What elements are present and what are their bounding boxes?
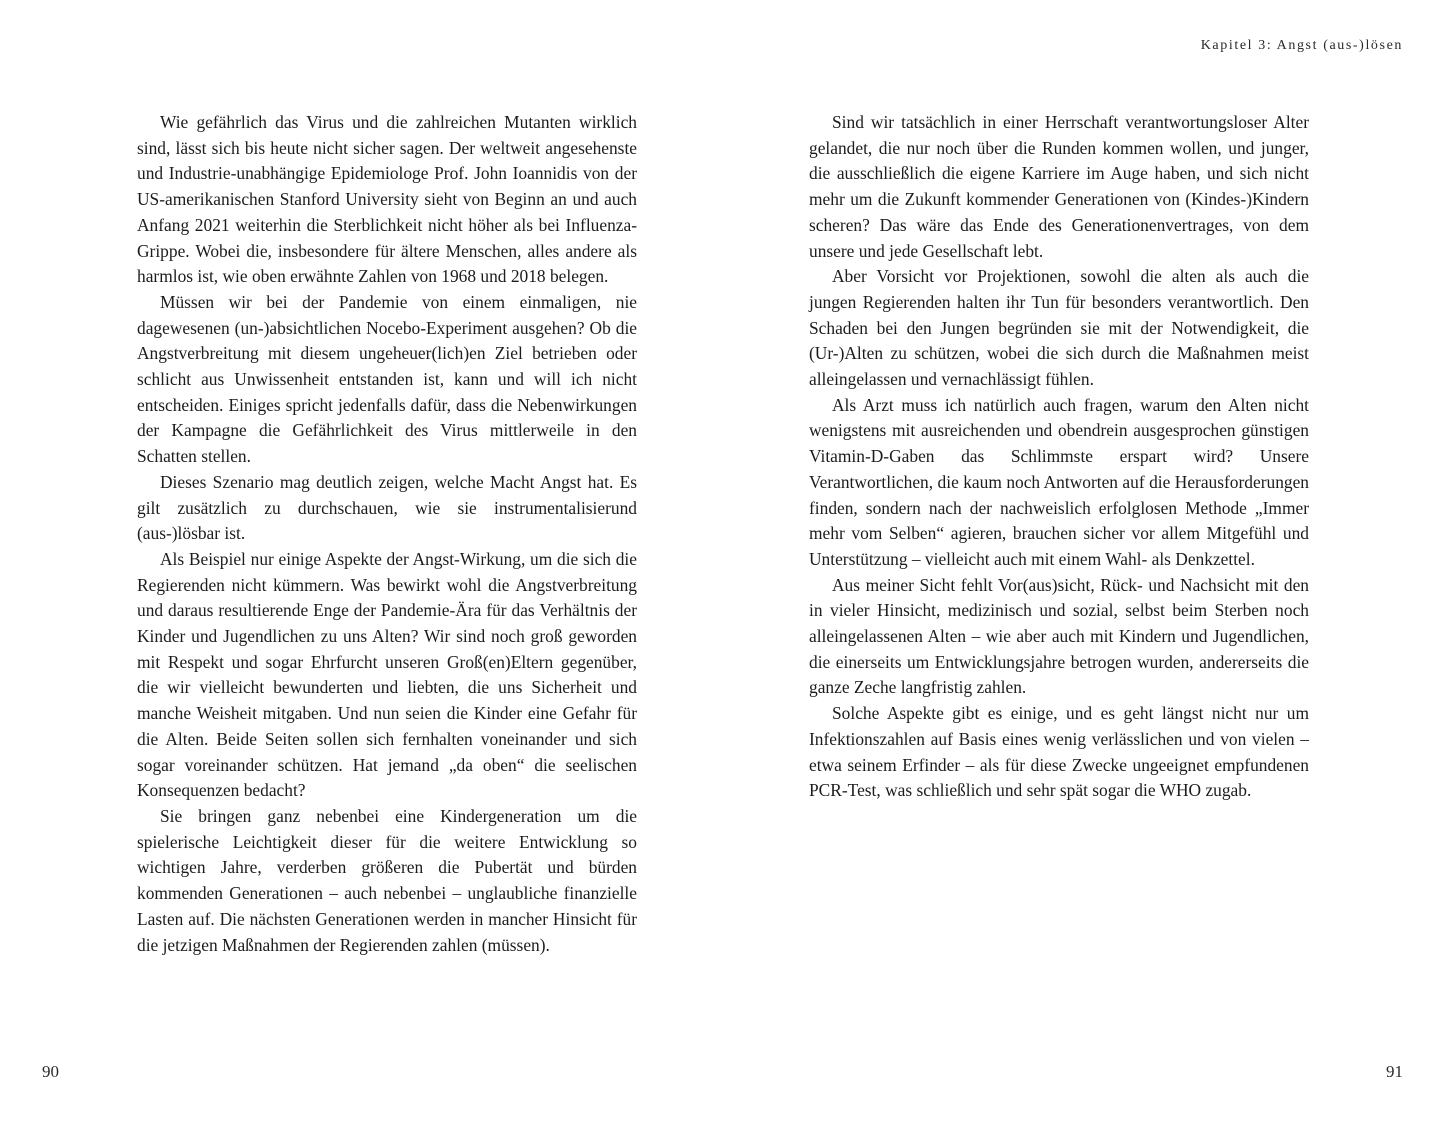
- paragraph: Als Arzt muss ich natürlich auch fragen, warum den Alten nicht wenigstens mit ausreichenden und obendrein ausgesprochen günstigen Vitamin-D-Gaben das Schlimmste erspart wird? Unsere Verantwortlichen, die kaum noch Antworten auf die Herausforderungen finden, sondern nach der nachweislich erfolglosen Methode „Immer mehr vom Selben“ agieren, brauchen sicher vor allem Mitgefühl und Unterstützung – vielleicht auch mit einem Wahl- als Denkzettel.: [809, 394, 1309, 569]
- paragraph: Müssen wir bei der Pandemie von einem einmaligen, nie dagewesenen (un-)absichtlichen Nocebo-Experiment ausgehen? Ob die Angstverbreitung mit diesem ungeheuer(lich)en Ziel betrieben oder schlicht aus Unwissenheit entstanden ist, kann und will ich nicht entscheiden. Einiges spricht jedenfalls dafür, dass die Nebenwirkungen der Kampagne die Gefährlichkeit des Virus mittlerweile in den Schatten stellen.: [137, 291, 637, 467]
- paragraph: Aber Vorsicht vor Projektionen, sowohl die alten als auch die jungen Regierenden halten ihr Tun für besonders verantwortlich. Den Schaden bei den Jungen begründen sie mit der Notwendigkeit, die (Ur-)Alten zu schützen, wobei die sich durch die Maßnahmen meist alleingelassen und vernachlässigt fühlen.: [809, 266, 1309, 390]
- page-gutter: [722, 0, 723, 1124]
- paragraph: Solche Aspekte gibt es einige, und es geht längst nicht nur um Infektionszahlen auf Basis eines wenig verlässlichen und von vielen – etwa seinem Erfinder – als für diese Zwecke ungeeignet empfundenen PCR-Test, was schließlich und sehr spät sogar die WHO zugab.: [809, 703, 1309, 801]
- paragraph: Sind wir tatsächlich in einer Herrschaft verantwortungsloser Alter gelandet, die nur noch über die Runden kommen wollen, und junger, die ausschließlich die eigene Karriere im Auge haben, und sich nicht mehr um die Zukunft kommender Generationen von (Kindes-)Kindern scheren? Das wäre das Ende des Generationenvertrages, von dem unsere und jede Gesellschaft lebt.: [809, 112, 1309, 261]
- paragraph: Aus meiner Sicht fehlt Vor(aus)sicht, Rück- und Nachsicht mit den in vieler Hinsicht, medizinisch und sozial, selbst beim Sterben noch alleingelassenen Alten – wie aber auch mit Kindern und Jugendlichen, die einerseits um Entwicklungsjahre betrogen wurden, andererseits die ganze Zeche langfristig zahlen.: [809, 574, 1309, 698]
- left-page-text: [137, 110, 637, 958]
- page-number-left: 90: [42, 1062, 59, 1081]
- paragraph: Sie bringen ganz nebenbei eine Kindergeneration um die spielerische Leichtigkeit dieser für die weitere Entwicklung so wichtigen Jahre, verderben größeren die Pubertät und bürden kommenden Generationen – auch nebenbei – unglaubliche finanzielle Lasten auf. Die nächsten Generationen werden in mancher Hinsicht für die jetzigen Maßnahmen der Regierenden zahlen (müssen).: [137, 805, 637, 955]
- running-head: Kapitel 3: Angst (aus-)lösen: [1200, 38, 1403, 53]
- right-page-text: [809, 110, 1309, 804]
- page-number-right: 91: [1386, 1062, 1403, 1081]
- paragraph: Wie gefährlich das Virus und die zahlreichen Mutanten wirklich sind, lässt sich bis heute nicht sicher sagen. Der weltweit angesehenste und Industrie-unabhängige Epidemiologe Prof. John Ioannidis von der US-amerikanischen Stanford University sieht von Beginn an und auch Anfang 2021 weiterhin die Sterblichkeit nicht höher als bei Influenza-Grippe. Wobei die, insbesondere für ältere Menschen, alles andere als harmlos ist, wie oben erwähnte Zahlen von 1968 und 2018 belegen.: [137, 112, 637, 287]
- paragraph: Als Beispiel nur einige Aspekte der Angst-Wirkung, um die sich die Regierenden nicht kümmern. Was bewirkt wohl die Angstverbreitung und daraus resultierende Enge der Pandemie-Ära für das Verhältnis der Kinder und Jugendlichen zu uns Alten? Wir sind noch groß geworden mit Respekt und sogar Ehrfurcht unseren Groß(en)Eltern gegenüber, die wir vielleicht bewunderten und liebten, die uns Sicherheit und manche Weisheit mitgaben. Und nun seien die Kinder eine Gefahr für die Alten. Beide Seiten sollen sich fernhalten voneinander und sich sogar voreinander schützen. Hat jemand „da oben“ die seelischen Konsequenzen bedacht?: [137, 548, 637, 801]
- paragraph: Dieses Szenario mag deutlich zeigen, welche Macht Angst hat. Es gilt zusätzlich zu durchschauen, wie sie instrumentalisierund (aus-)lösbar ist.: [137, 471, 637, 544]
